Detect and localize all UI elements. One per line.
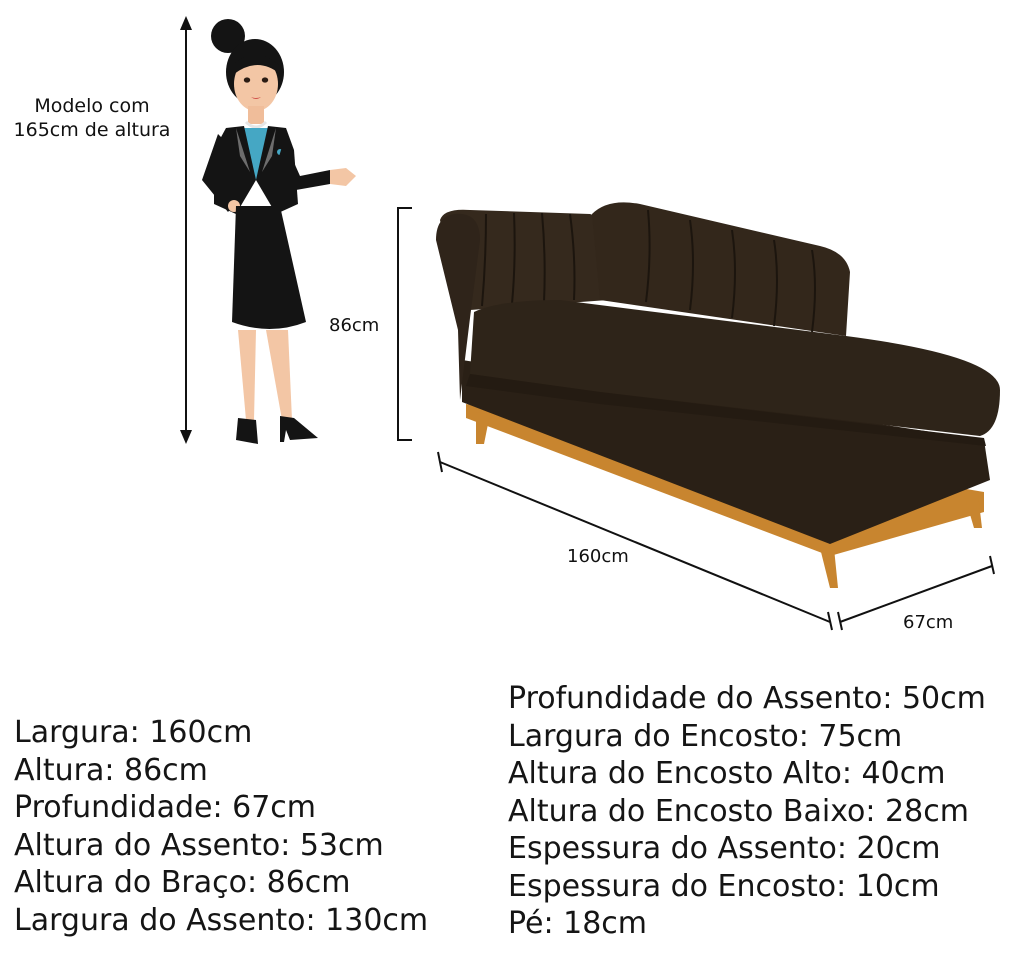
spec-item: Espessura do Encosto: 10cm bbox=[508, 868, 940, 904]
model-caption-line1: Modelo com bbox=[34, 95, 150, 117]
spec-item: Espessura do Assento: 20cm bbox=[508, 831, 941, 866]
spec-item: Largura do Assento: 130cm bbox=[14, 902, 429, 938]
depth-label: 67cm bbox=[903, 612, 954, 633]
sofa-height-bracket bbox=[398, 208, 412, 440]
woman-figure-icon bbox=[202, 19, 356, 444]
width-label: 160cm bbox=[567, 546, 629, 567]
spec-item: Altura: 86cm bbox=[14, 752, 208, 788]
spec-item: Altura do Encosto Alto: 40cm bbox=[508, 756, 946, 791]
specs-list-right bbox=[508, 680, 986, 943]
spec-item: Largura do Encosto: 75cm bbox=[508, 718, 903, 754]
specs-list-left bbox=[14, 714, 428, 939]
height-label: 86cm bbox=[329, 315, 380, 336]
spec-item: Pé: 18cm bbox=[508, 906, 648, 941]
model-height-caption bbox=[6, 94, 178, 142]
spec-item: Altura do Encosto Baixo: 28cm bbox=[508, 793, 969, 829]
chaise-longue-sofa-icon bbox=[436, 202, 1000, 588]
model-height-arrow bbox=[180, 16, 192, 444]
model-caption-line2: 165cm de altura bbox=[13, 119, 171, 141]
spec-item: Altura do Braço: 86cm bbox=[14, 865, 351, 900]
spec-item: Profundidade: 67cm bbox=[14, 790, 317, 825]
spec-item: Largura: 160cm bbox=[14, 715, 253, 750]
spec-item: Altura do Assento: 53cm bbox=[14, 827, 384, 863]
spec-item: Profundidade do Assento: 50cm bbox=[508, 681, 986, 716]
